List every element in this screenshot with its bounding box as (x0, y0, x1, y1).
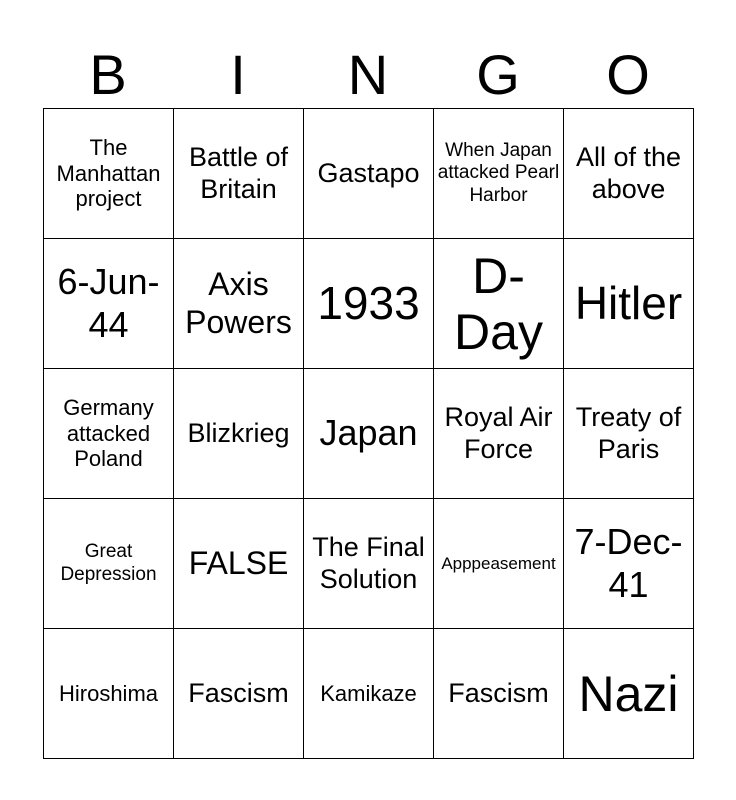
bingo-cell[interactable]: Japan (304, 369, 434, 499)
bingo-cell[interactable]: Battle of Britain (174, 109, 304, 239)
header-letter-n: N (347, 43, 389, 106)
bingo-cell[interactable]: Hiroshima (44, 629, 174, 759)
bingo-cell[interactable]: Fascism (174, 629, 304, 759)
bingo-cell[interactable]: Royal Air Force (434, 369, 564, 499)
board-row (44, 499, 694, 629)
bingo-header (43, 42, 693, 108)
bingo-cell[interactable]: Fascism (434, 629, 564, 759)
header-letter-o: O (606, 43, 650, 106)
bingo-cell[interactable]: All of the above (564, 109, 694, 239)
bingo-cell[interactable]: Nazi (564, 629, 694, 759)
board-row (44, 629, 694, 759)
bingo-cell[interactable]: Germany attacked Poland (44, 369, 174, 499)
header-letter-g: G (476, 43, 520, 106)
header-letter-i: I (230, 43, 246, 106)
bingo-board (43, 108, 694, 759)
bingo-cell[interactable]: Treaty of Paris (564, 369, 694, 499)
bingo-cell[interactable]: Apppeasement (434, 499, 564, 629)
bingo-cell[interactable]: Hitler (564, 239, 694, 369)
bingo-cell[interactable]: When Japan attacked Pearl Harbor (434, 109, 564, 239)
bingo-cell[interactable]: Gastapo (304, 109, 434, 239)
bingo-cell[interactable]: FALSE (174, 499, 304, 629)
bingo-cell[interactable]: Great Depression (44, 499, 174, 629)
bingo-cell[interactable]: 1933 (304, 239, 434, 369)
bingo-cell[interactable]: D-Day (434, 239, 564, 369)
bingo-cell[interactable]: 7-Dec-41 (564, 499, 694, 629)
bingo-cell[interactable]: The Manhattan project (44, 109, 174, 239)
bingo-cell[interactable]: Kamikaze (304, 629, 434, 759)
board-row (44, 239, 694, 369)
bingo-cell[interactable]: The Final Solution (304, 499, 434, 629)
board-row (44, 369, 694, 499)
header-letter-b: B (89, 43, 127, 106)
bingo-cell[interactable]: Blizkrieg (174, 369, 304, 499)
board-row (44, 109, 694, 239)
bingo-cell[interactable]: Axis Powers (174, 239, 304, 369)
bingo-cell[interactable]: 6-Jun-44 (44, 239, 174, 369)
